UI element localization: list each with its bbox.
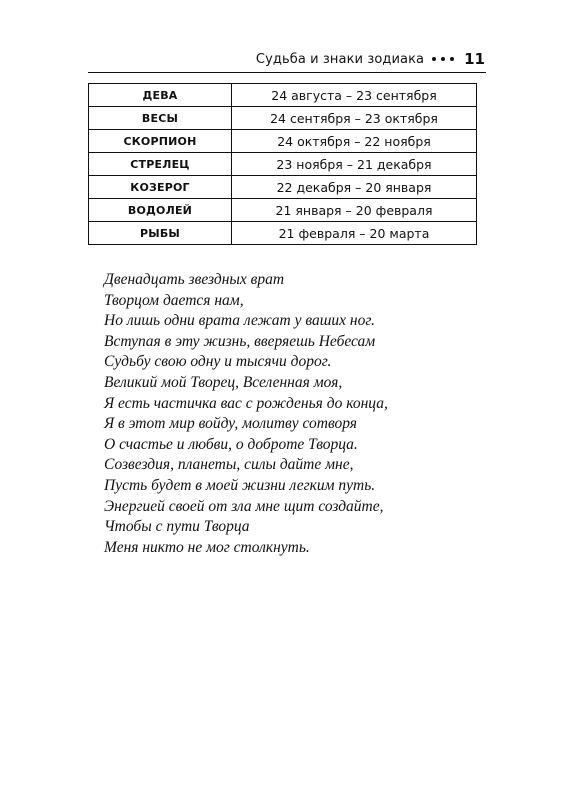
zodiac-sign: ВЕСЫ bbox=[89, 107, 232, 130]
table-row bbox=[89, 107, 477, 130]
table-row bbox=[89, 176, 477, 199]
table-row bbox=[89, 84, 477, 107]
poem-line: Энергией своей от зла мне щит создайте, bbox=[104, 497, 384, 515]
poem bbox=[104, 270, 484, 558]
table-row bbox=[89, 199, 477, 222]
page-number: 11 bbox=[464, 50, 485, 68]
poem-line: Меня никто не мог столкнуть. bbox=[104, 538, 310, 556]
zodiac-sign: СКОРПИОН bbox=[89, 130, 232, 153]
zodiac-dates-table bbox=[88, 83, 477, 245]
header-dots-ornament bbox=[432, 57, 454, 61]
zodiac-sign: ВОДОЛЕЙ bbox=[89, 199, 232, 222]
zodiac-dates: 24 августа – 23 сентября bbox=[232, 84, 477, 107]
header-rule bbox=[88, 72, 486, 73]
zodiac-dates: 23 ноября – 21 декабря bbox=[232, 153, 477, 176]
zodiac-dates: 22 декабря – 20 января bbox=[232, 176, 477, 199]
poem-line: Двенадцать звездных врат bbox=[104, 271, 285, 288]
zodiac-sign: КОЗЕРОГ bbox=[89, 176, 232, 199]
running-header bbox=[256, 50, 485, 68]
zodiac-dates: 21 января – 20 февраля bbox=[232, 199, 477, 222]
poem-line: Судьбу свою одну и тысячи дорог. bbox=[104, 353, 332, 371]
poem-line: Чтобы с пути Творца bbox=[104, 518, 250, 536]
poem-line: О счастье и любви, о доброте Творца. bbox=[104, 435, 358, 453]
poem-line: Творцом дается нам, bbox=[104, 291, 244, 309]
poem-line: Я есть частичка вас с рожденья до конца, bbox=[104, 394, 388, 412]
table-row bbox=[89, 222, 477, 245]
zodiac-sign: РЫБЫ bbox=[89, 222, 232, 245]
zodiac-sign: ДЕВА bbox=[89, 84, 232, 107]
table-row bbox=[89, 130, 477, 153]
poem-line: Созвездия, планеты, силы дайте мне, bbox=[104, 456, 354, 474]
zodiac-sign: СТРЕЛЕЦ bbox=[89, 153, 232, 176]
poem-line: Я в этот мир войду, молитву сотворя bbox=[104, 415, 357, 433]
zodiac-dates: 24 сентября – 23 октября bbox=[232, 107, 477, 130]
zodiac-dates: 24 октября – 22 ноября bbox=[232, 130, 477, 153]
poem-line: Великий мой Творец, Вселенная моя, bbox=[104, 373, 343, 391]
running-header-title: Судьба и знаки зодиака bbox=[255, 51, 425, 67]
zodiac-dates: 21 февраля – 20 марта bbox=[232, 222, 477, 245]
poem-line: Вступая в эту жизнь, вверяешь Небесам bbox=[104, 332, 376, 350]
poem-line: Пусть будет в моей жизни легким путь. bbox=[104, 476, 376, 494]
table-row bbox=[89, 153, 477, 176]
poem-line: Но лишь одни врата лежат у ваших ног. bbox=[104, 312, 376, 330]
